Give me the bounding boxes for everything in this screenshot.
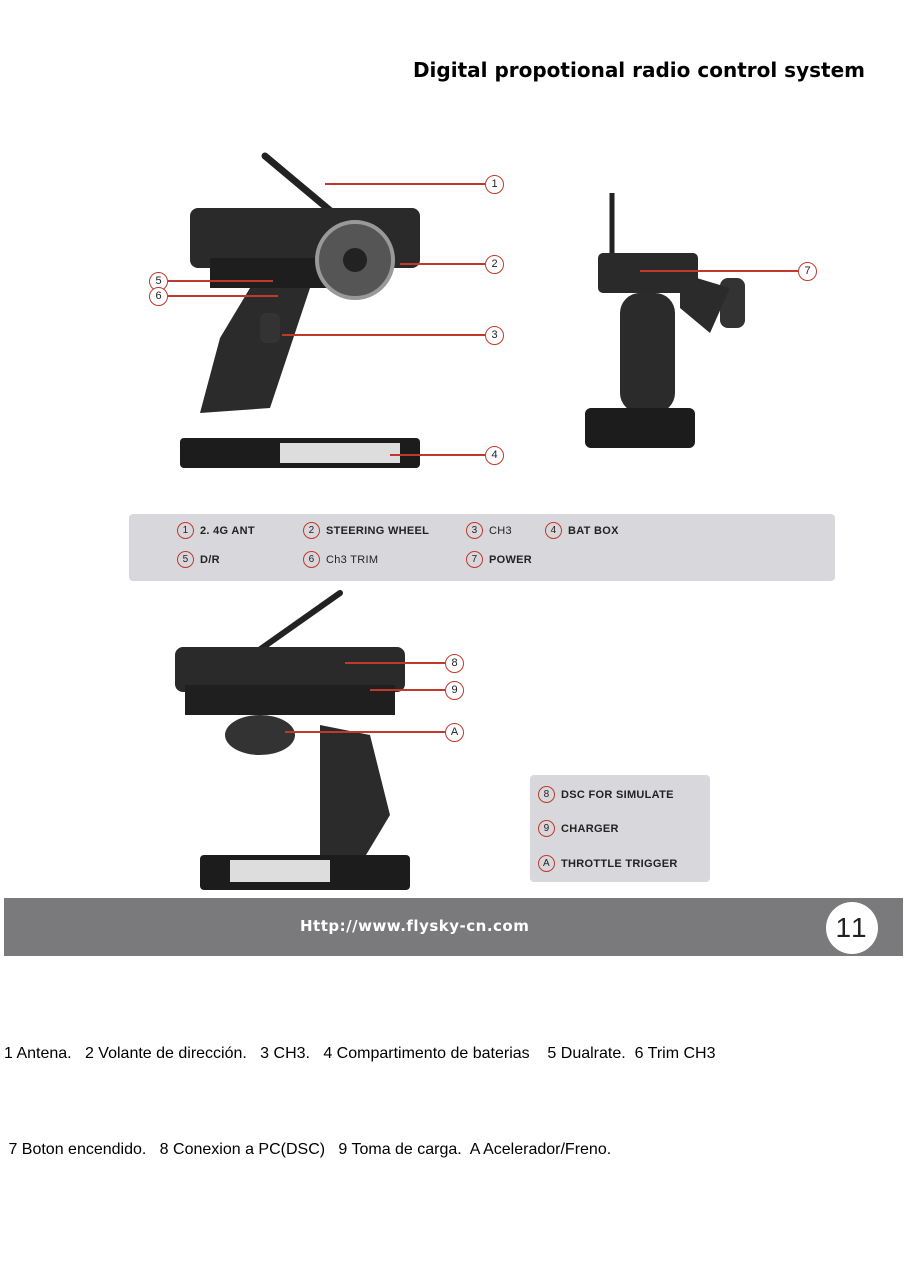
legend-num-8: 8 <box>538 786 555 803</box>
footer-url: Http://www.flysky-cn.com <box>300 917 530 935</box>
callout-3: 3 <box>485 326 504 345</box>
callout-5: 5 <box>149 272 168 291</box>
callout-8: 8 <box>445 654 464 673</box>
legend-label-5: D/R <box>200 553 220 566</box>
legend-num-6: 6 <box>303 551 320 568</box>
legend-label-8: DSC FOR SIMULATE <box>561 788 674 801</box>
legend-num-a: A <box>538 855 555 872</box>
legend-label-9: CHARGER <box>561 822 619 835</box>
legend-item-a <box>538 855 678 872</box>
legend-num-5: 5 <box>177 551 194 568</box>
callout-line-6 <box>168 295 278 297</box>
legend-item-5 <box>177 551 220 568</box>
callout-2: 2 <box>485 255 504 274</box>
caption-line-1: 1 Antena. 2 Volante de dirección. 3 CH3. 4 Compartimento de baterias 5 Dualrate. 6 Trim CH3 <box>4 1045 716 1062</box>
legend-label-a: THROTTLE TRIGGER <box>561 857 678 870</box>
legend-num-9: 9 <box>538 820 555 837</box>
callout-line-3 <box>282 334 485 336</box>
legend-label-1: 2. 4G ANT <box>200 524 255 537</box>
callout-a: A <box>445 723 464 742</box>
legend-top <box>129 514 835 581</box>
legend-item-9 <box>538 820 619 837</box>
legend-item-2 <box>303 522 429 539</box>
caption-line-2: 7 Boton encendido. 8 Conexion a PC(DSC) 9 Toma de carga. A Acelerador/Freno. <box>4 1141 612 1158</box>
page-number: 11 <box>826 902 878 954</box>
callout-line-a <box>285 731 445 733</box>
legend-item-4 <box>545 522 619 539</box>
callout-line-9 <box>370 689 445 691</box>
legend-label-7: POWER <box>489 553 533 566</box>
callout-line-2 <box>400 263 485 265</box>
transmitter-side-image <box>580 188 750 453</box>
legend-label-6: Ch3 TRIM <box>326 553 379 566</box>
legend-item-1 <box>177 522 255 539</box>
legend-item-8 <box>538 786 674 803</box>
transmitter-back-image <box>170 585 430 895</box>
callout-line-8 <box>345 662 445 664</box>
callout-line-7 <box>640 270 798 272</box>
legend-num-2: 2 <box>303 522 320 539</box>
legend-label-4: BAT BOX <box>568 524 619 537</box>
page-title: Digital propotional radio control system <box>412 58 865 82</box>
legend-label-3: CH3 <box>489 524 512 537</box>
legend-label-2: STEERING WHEEL <box>326 524 430 537</box>
callout-line-4 <box>390 454 485 456</box>
callout-7: 7 <box>798 262 817 281</box>
legend-num-3: 3 <box>466 522 483 539</box>
legend-num-7: 7 <box>466 551 483 568</box>
legend-item-3 <box>466 522 512 539</box>
callout-6: 6 <box>149 287 168 306</box>
callout-1: 1 <box>485 175 504 194</box>
legend-item-7 <box>466 551 532 568</box>
legend-bottom <box>530 775 710 882</box>
callout-4: 4 <box>485 446 504 465</box>
callout-9: 9 <box>445 681 464 700</box>
legend-item-6 <box>303 551 378 568</box>
transmitter-front-image <box>170 148 430 478</box>
legend-num-4: 4 <box>545 522 562 539</box>
legend-num-1: 1 <box>177 522 194 539</box>
callout-line-5 <box>168 280 273 282</box>
callout-line-1 <box>325 183 485 185</box>
